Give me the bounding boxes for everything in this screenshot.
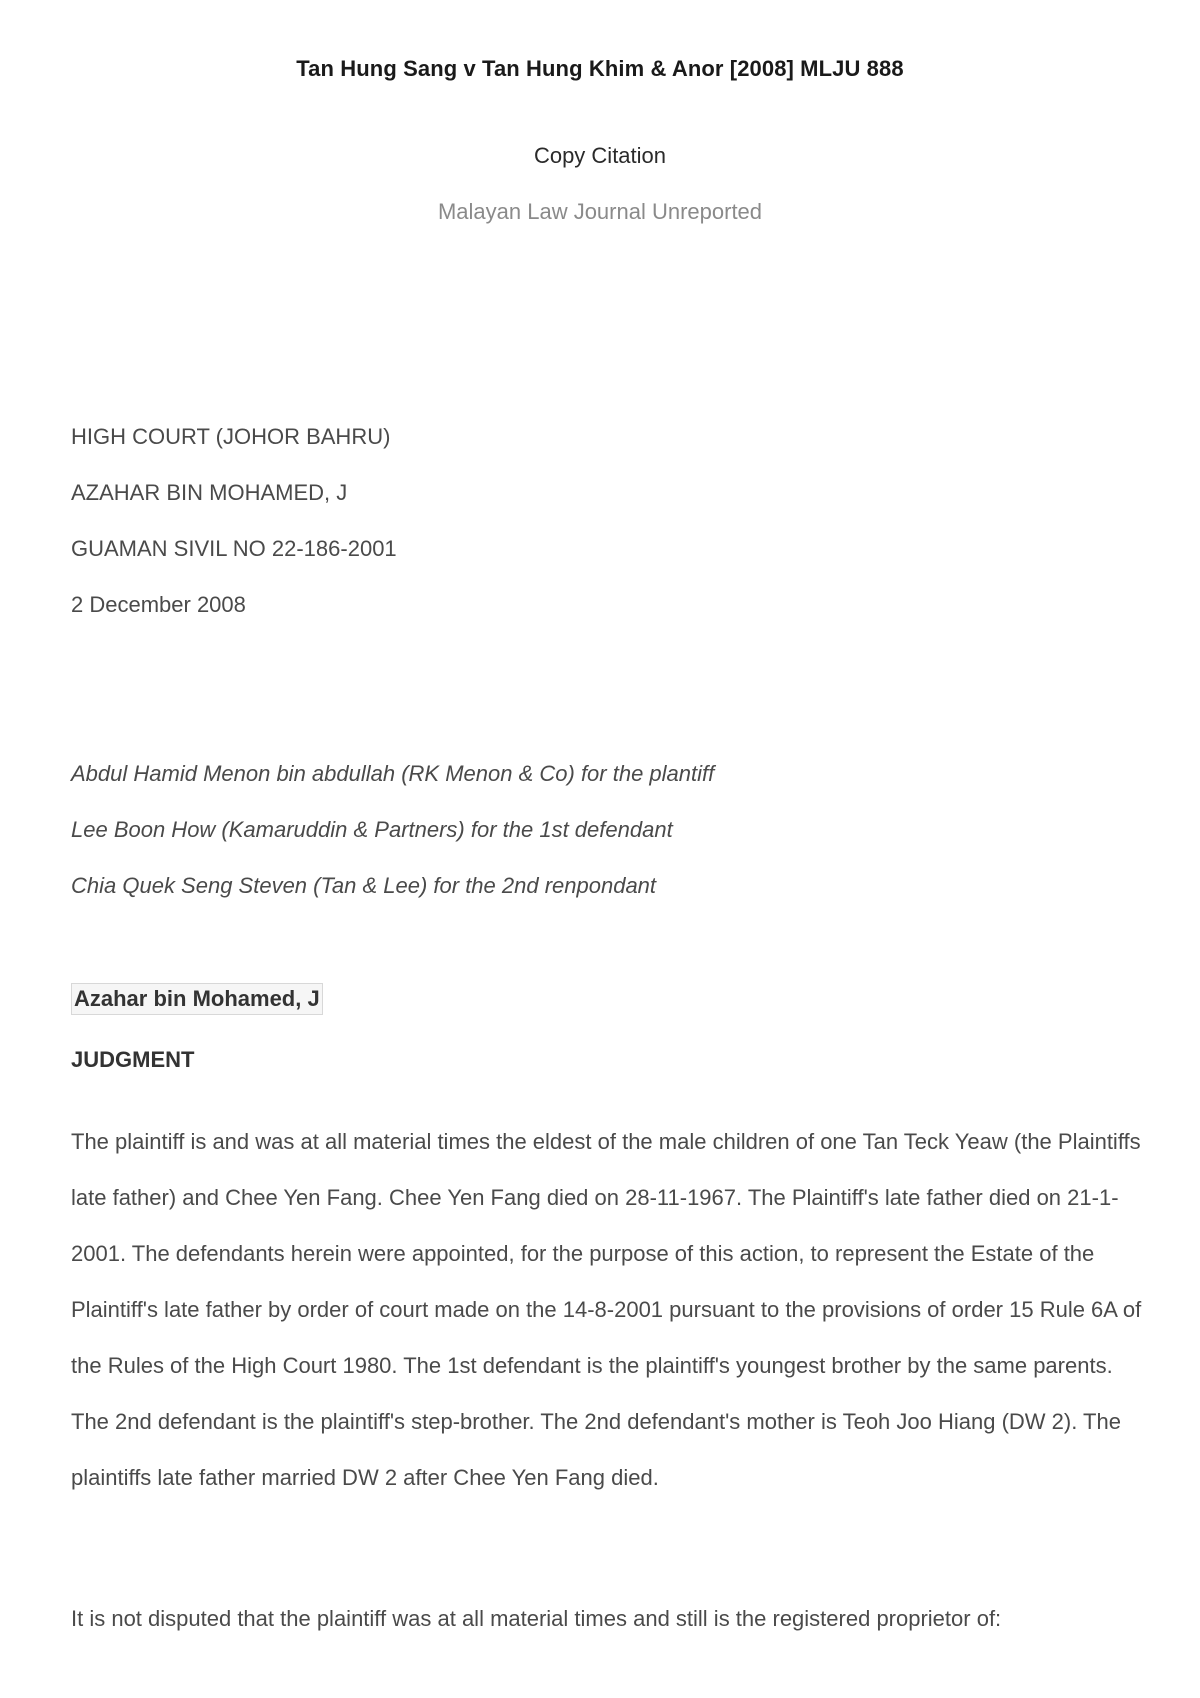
counsel-plaintiff: Abdul Hamid Menon bin abdullah (RK Menon & Co) for the plantiff — [71, 761, 715, 786]
judgment-paragraph: The plaintiff is and was at all material times the eldest of the male children of one Tan Teck Yeaw (the Plaintiffs late father) and Chee Yen Fang. Chee Yen Fang died on 28-11-1967. The Plaintiff's late father died on 21-1-2001. The defendants herein were appointed, for the purpose of this action, to represent the Estate of the Plaintiff's late father by order of court made on the 14-8-2001 pursuant to the provisions of order 15 Rule 6A of the Rules of the High Court 1980. The 1st defendant is the plaintiff's youngest brother by the same parents. The 2nd defendant is the plaintiff's step-brother. The 2nd defendant's mother is Teoh Joo Hiang (DW 2). The plaintiffs late father married DW 2 after Chee Yen Fang died. — [71, 1129, 1142, 1490]
judge-line: AZAHAR BIN MOHAMED, J — [71, 480, 348, 505]
case-title: Tan Hung Sang v Tan Hung Khim & Anor [2008] MLJU 888 — [296, 56, 904, 81]
judgment-paragraph: It is not disputed that the plaintiff was at all material times and still is the registered proprietor of: — [71, 1606, 1002, 1631]
court-name: HIGH COURT (JOHOR BAHRU) — [71, 424, 391, 449]
journal-name: Malayan Law Journal Unreported — [437, 199, 763, 224]
counsel-second-defendant: Chia Quek Seng Steven (Tan & Lee) for the 2nd renpondant — [71, 873, 657, 898]
counsel-list — [71, 761, 714, 929]
court-details — [71, 424, 397, 648]
counsel-first-defendant: Lee Boon How (Kamaruddin & Partners) for the 1st defendant — [71, 817, 673, 842]
case-number: GUAMAN SIVIL NO 22-186-2001 — [71, 536, 397, 561]
judge-name-highlight: Azahar bin Mohamed, J — [71, 983, 323, 1015]
judgment-date: 2 December 2008 — [71, 592, 246, 617]
copy-citation-link[interactable]: Copy Citation — [533, 143, 667, 168]
judgment-heading: JUDGMENT — [71, 1047, 195, 1072]
